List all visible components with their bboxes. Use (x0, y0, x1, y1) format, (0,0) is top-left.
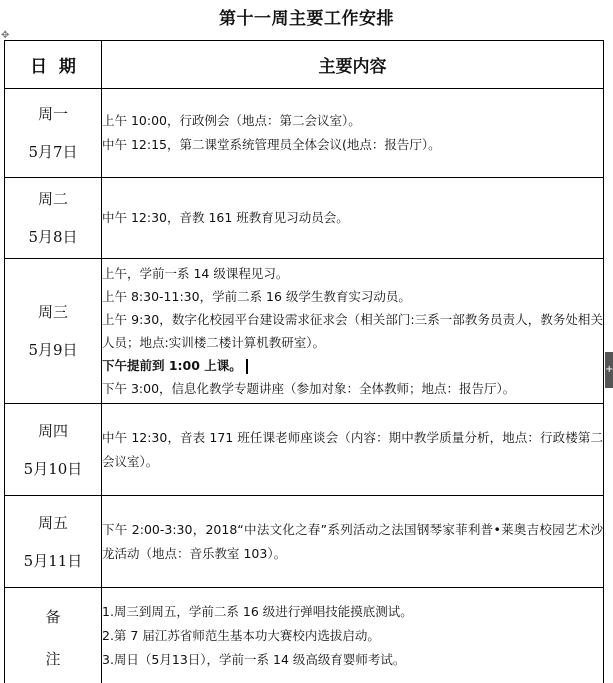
date-cell-monday (5, 89, 102, 178)
note-item: 3.周日（5月13日），学前一系 14 级高级育婴师考试。 (102, 652, 406, 667)
date-label: 5月7日 (28, 143, 78, 161)
content-cell-thursday[interactable] (102, 404, 604, 496)
content-cell-monday[interactable] (102, 89, 604, 178)
date-column-header: 日 期 (5, 41, 102, 89)
date-label: 5月11日 (23, 551, 83, 570)
schedule-item: 中午 12:30，音表 171 班任课老师座谈会（内容：期中教学质量分析，地点：行政楼第二会议室）。 (102, 429, 603, 469)
schedule-table (4, 40, 604, 683)
content-cell-friday[interactable] (102, 496, 604, 588)
schedule-item: 中午 12:15，第二课堂系统管理员全体会议(地点：报告厅）。 (102, 137, 441, 152)
table-header-row (5, 41, 604, 89)
table-move-handle-icon[interactable]: ✥ (1, 30, 10, 41)
date-label: 5月8日 (28, 228, 78, 246)
table-row-wednesday (5, 259, 604, 404)
weekday-label: 周四 (37, 421, 68, 440)
schedule-item: 上午，学前一系 14 级课程见习。 (102, 266, 289, 281)
content-cell-tuesday[interactable] (102, 178, 604, 259)
text-cursor (246, 359, 248, 374)
side-scroll-handle[interactable]: + (605, 352, 613, 388)
date-label: 5月10日 (23, 459, 83, 478)
notes-label-top: 备 (45, 607, 61, 626)
schedule-item: 上午 8:30-11:30，学前二系 16 级学生教育实习动员。 (102, 289, 411, 304)
date-label: 5月9日 (28, 341, 78, 359)
schedule-item-text: 下午提前到 1:00 上课。 (102, 358, 242, 373)
schedule-item: 中午 12:30，音教 161 班教育见习动员会。 (102, 210, 349, 225)
table-row-notes (5, 588, 604, 683)
table-row-friday (5, 496, 604, 588)
date-cell-tuesday (5, 178, 102, 259)
document-title: 第十一周主要工作安排 (219, 9, 394, 29)
date-cell-friday (5, 496, 102, 588)
content-cell-wednesday[interactable] (102, 259, 604, 404)
notes-label-cell (5, 588, 102, 683)
schedule-item: 下午 3:00，信息化教学专题讲座（参加对象：全体教师；地点：报告厅）。 (102, 381, 516, 396)
content-column-header: 主要内容 (102, 41, 604, 89)
weekday-label: 周一 (37, 105, 68, 123)
table-row-monday (5, 89, 604, 178)
schedule-item: 上午 10:00，行政例会（地点：第二会议室）。 (102, 113, 361, 128)
weekday-label: 周五 (37, 513, 68, 532)
notes-content-cell[interactable] (102, 588, 604, 683)
schedule-item: 上午 9:30，数字化校园平台建设需求征求会（相关部门:三系一部教务员责人，教务处相关人员；地点:实训楼二楼计算机教研室）。 (102, 312, 603, 350)
table-row-thursday (5, 404, 604, 496)
note-item: 1.周三到周五，学前二系 16 级进行弹唱技能摸底测试。 (102, 604, 413, 619)
schedule-item-highlight (102, 354, 603, 377)
date-cell-thursday (5, 404, 102, 496)
notes-label-bottom: 注 (45, 649, 61, 668)
note-item: 2.第 7 届江苏省师范生基本功大赛校内选拔启动。 (102, 628, 380, 643)
weekday-label: 周二 (37, 190, 68, 208)
weekday-label: 周三 (37, 303, 68, 321)
table-row-tuesday (5, 178, 604, 259)
date-cell-wednesday (5, 259, 102, 404)
schedule-item: 下午 2:00-3:30，2018“中法文化之春”系列活动之法国钢琴家菲利普•莱奥吉校园艺术沙龙活动（地点：音乐教室 103）。 (102, 521, 603, 561)
